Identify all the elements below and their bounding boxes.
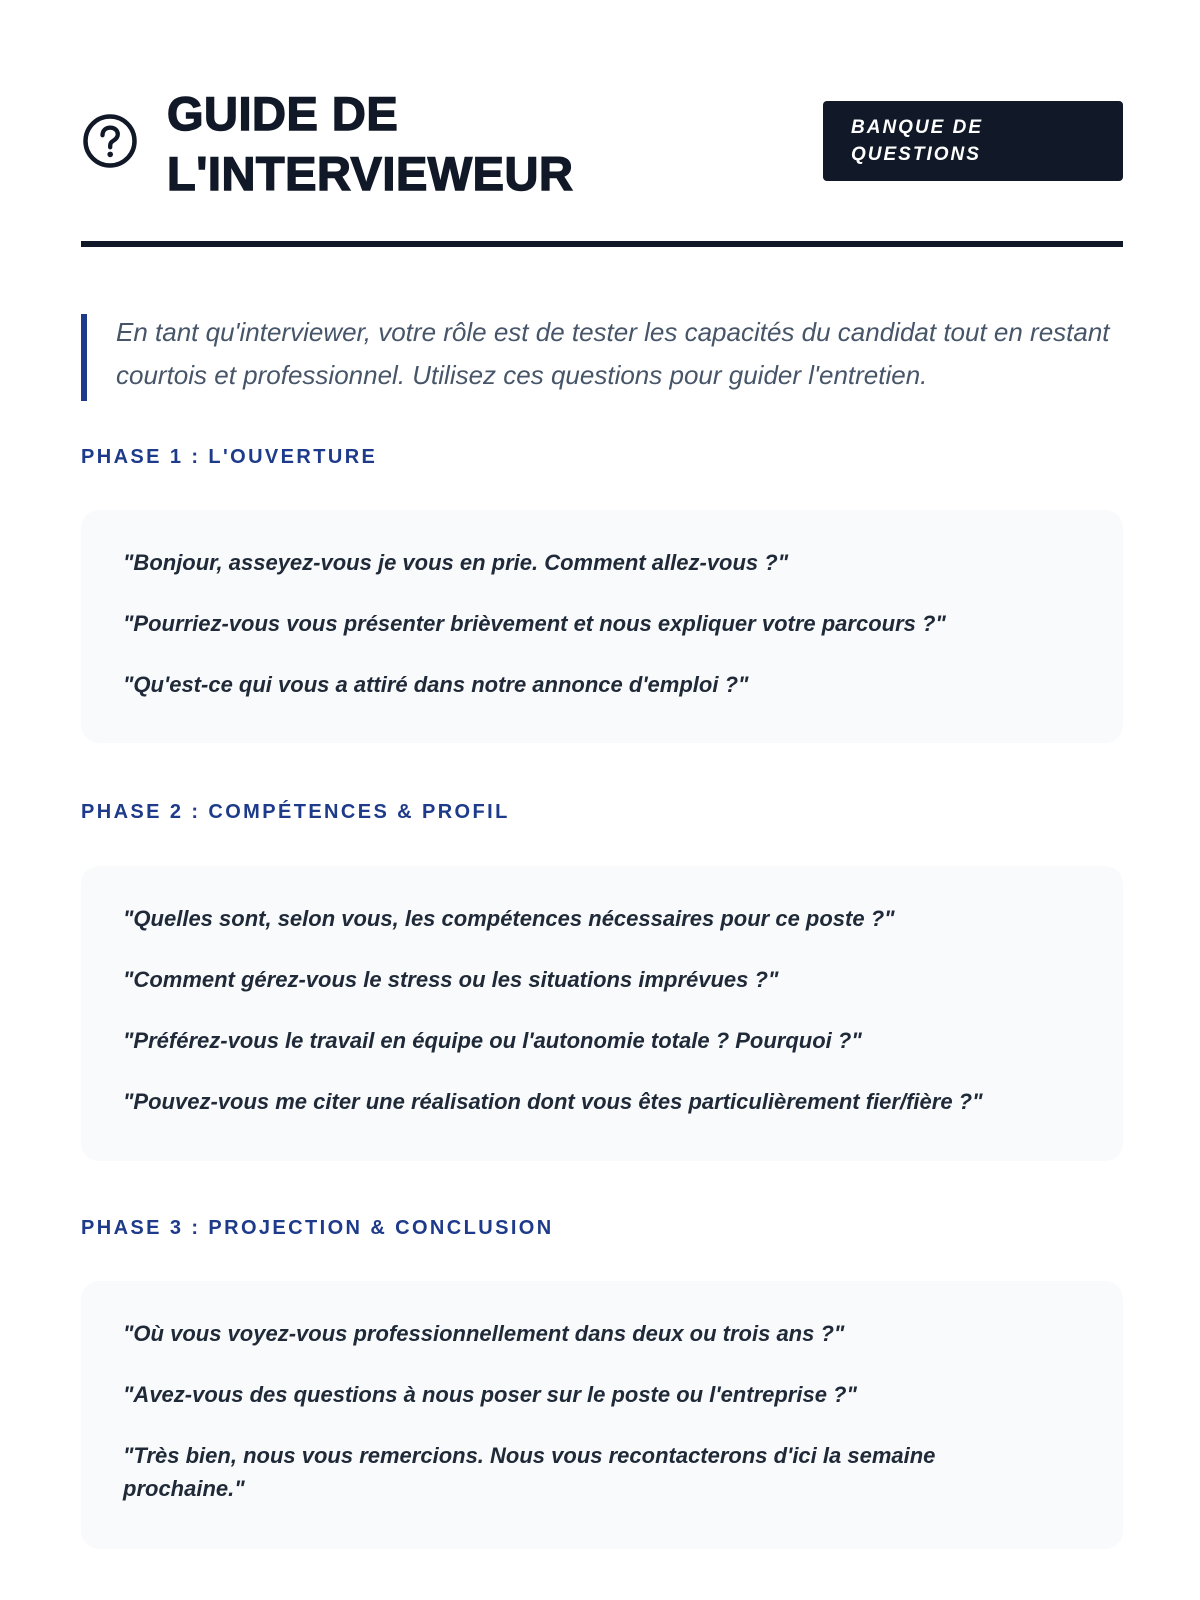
question-item: "Avez-vous des questions à nous poser sur le poste ou l'entreprise ?" [123,1382,857,1407]
page-title-line-2: L'INTERVIEWEUR [167,147,574,200]
phase-1-title: PHASE 1 : L'OUVERTURE [81,446,378,468]
page-title-line-1: GUIDE DE [167,87,399,140]
question-item: "Comment gérez-vous le stress ou les situations imprévues ?" [123,967,779,992]
question-item: "Préférez-vous le travail en équipe ou l'autonomie totale ? Pourquoi ?" [123,1028,862,1053]
intro-text: En tant qu'interviewer, votre rôle est de tester les capacités du candidat tout en restant courtois et professionnel. Utilisez ces questions pour guider l'entretien. [116,317,1110,390]
question-item: "Pourriez-vous vous présenter brièvement et nous expliquer votre parcours ?" [123,611,946,636]
intro-quote [81,314,1123,401]
page-title [167,84,727,204]
phase-2-title: PHASE 2 : COMPÉTENCES & PROFIL [81,801,510,823]
header-divider [81,241,1123,247]
page-header [81,84,1123,204]
question-item: "Bonjour, asseyez-vous je vous en prie. Comment allez-vous ?" [123,550,789,575]
phase-3-card [81,1281,1123,1549]
phase-2-card [81,866,1123,1161]
question-item: "Pouvez-vous me citer une réalisation dont vous êtes particulièrement fier/fière ?" [123,1089,983,1114]
question-bank-badge: BANQUE DE QUESTIONS [823,101,1123,181]
question-item: "Où vous voyez-vous professionnellement dans deux ou trois ans ?" [123,1321,845,1346]
help-circle-icon [81,112,139,170]
question-item: "Très bien, nous vous remercions. Nous vous recontacterons d'ici la semaine prochaine." [123,1443,936,1501]
phase-3-title: PHASE 3 : PROJECTION & CONCLUSION [81,1217,554,1239]
question-item: "Qu'est-ce qui vous a attiré dans notre annonce d'emploi ?" [123,672,749,697]
phase-1-card [81,510,1123,743]
question-item: "Quelles sont, selon vous, les compétences nécessaires pour ce poste ?" [123,906,895,931]
